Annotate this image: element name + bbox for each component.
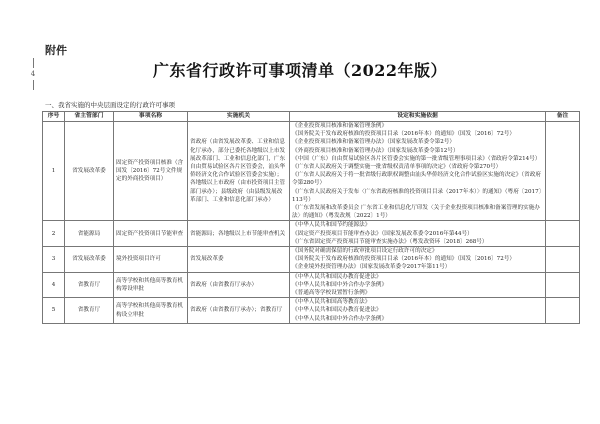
header-remark: 备注 <box>546 112 580 122</box>
header-item: 事项名称 <box>114 112 188 122</box>
cell-department: 省发展改革委 <box>65 247 114 273</box>
cell-basis <box>290 122 546 221</box>
cell-item: 固定资产投资项目核准（含国发〔2016〕72号文件规定的外商投资项目） <box>114 122 188 221</box>
cell-remark <box>546 247 580 273</box>
document-title: 广东省行政许可事项清单（2022年版） <box>152 61 448 80</box>
cell-authority: 省能源局；各地级以上市节能审查机关 <box>188 221 290 247</box>
header-basis: 设定和实施依据 <box>290 112 546 122</box>
cell-department: 省教育厅 <box>65 298 114 324</box>
basis-line: 《中华人民共和国中外合作办学条例》 <box>292 281 388 288</box>
cell-authority: 省政府（由省教育厅承办）；省教育厅 <box>188 298 290 324</box>
cell-item: 高等学校和其他高等教育机构筹设审批 <box>114 272 188 298</box>
header-department: 省主管部门 <box>65 112 114 122</box>
basis-line: 《中华人民共和国中外合作办学条例》 <box>292 315 388 322</box>
basis-line: 《广东省固定资产投资项目节能审查实施办法》（粤发改资环〔2018〕268号） <box>292 238 488 245</box>
basis-line: 《中华人民共和国高等教育法》 <box>292 299 371 306</box>
basis-line: 《广东省人民政府关于将一批省级行政职权调整由汕头华侨经济文化合作试验区实施的决定》（省政府令第280号） <box>292 172 541 187</box>
table-header-row <box>43 112 580 122</box>
cell-authority: 省发展改革委 <box>188 247 290 273</box>
permit-items-table <box>42 111 580 324</box>
basis-line: 《广东省人民政府关于调整实施一批省级权责清单事项的决定》（省政府令第270号） <box>292 164 502 171</box>
basis-line: 《外商投资项目核准和备案管理办法》（国家发展改革委令第12号） <box>292 147 459 154</box>
table-row <box>43 221 580 247</box>
cell-remark <box>546 122 580 221</box>
basis-line: 《广东省人民政府关于发布〈广东省政府核准的投资项目目录（2017年本）〉的通知》（粤府〔2017〕113号） <box>292 188 542 203</box>
cell-no: 5 <box>43 298 65 324</box>
cell-authority: 省政府（由省发展改革委、工业和信息化厅承办，部分已委托各地级以上市发展改革部门、工业和信息化部门，广东自由贸易试验区各片区管委会，汕头华侨经济文化合作试验区管委会实施）；各地级以上市政府（由市投资项目主管部门承办）；县级政府（由县级发展改革部门、工业和信息化部门承办） <box>188 122 290 221</box>
attachment-label: 附件 <box>45 44 67 57</box>
cell-item: 固定资产投资项目节能审查 <box>114 221 188 247</box>
section-heading: 一、我省实施的中央层面设定的行政许可事项 <box>45 101 175 109</box>
cell-basis <box>290 221 546 247</box>
basis-line: 《中华人民共和国民办教育促进法》 <box>292 273 382 280</box>
basis-line: 《中国（广东）自由贸易试验区各片区管委会实施的第一批省级管理事项目录》（省政府令第214号） <box>292 155 541 162</box>
cell-basis <box>290 272 546 298</box>
page-number: 4 <box>30 70 36 78</box>
cell-no: 1 <box>43 122 65 221</box>
basis-line: 《中华人民共和国节约能源法》 <box>292 222 371 229</box>
basis-line: 《普通高等学校设置暂行条例》 <box>292 290 371 297</box>
cell-basis <box>290 298 546 324</box>
cell-no: 2 <box>43 221 65 247</box>
basis-line: 《企业投资项目核准和备案管理条例》 <box>292 123 388 129</box>
cell-basis <box>290 247 546 273</box>
cell-department: 省能源局 <box>65 221 114 247</box>
cell-no: 4 <box>43 272 65 298</box>
basis-line: 《固定资产投资项目节能审查办法》（国家发展改革委令2016年第44号） <box>292 230 473 237</box>
divider <box>33 80 34 90</box>
cell-remark <box>546 272 580 298</box>
cell-department: 省教育厅 <box>65 272 114 298</box>
cell-remark <box>546 221 580 247</box>
basis-line: 《企业境外投资管理办法》（国家发展改革委令2017年第11号） <box>292 264 451 271</box>
cell-remark <box>546 298 580 324</box>
basis-line: 《企业投资项目核准和备案管理办法》（国家发展改革委令第2号） <box>292 139 455 146</box>
table-row <box>43 298 580 324</box>
header-no: 序号 <box>43 112 65 122</box>
table-row <box>43 272 580 298</box>
basis-line: 《中华人民共和国民办教育促进法》 <box>292 307 382 314</box>
cell-item: 高等学校和其他高等教育机构设立审批 <box>114 298 188 324</box>
basis-line: 《国务院对确需保留的行政审批项目设定行政许可的决定》 <box>292 248 438 255</box>
basis-line: 《国务院关于发布政府核准的投资项目目录（2016年本）的通知》（国发〔2016〕72号） <box>292 131 515 138</box>
cell-authority: 省政府（由省教育厅承办） <box>188 272 290 298</box>
cell-item: 境外投资项目许可 <box>114 247 188 273</box>
basis-line: 《广东省发展和改革委员会 广东省工业和信息化厅印发〈关于企业投资项目核准和备案管理的实施办法〉的通知》（粤发改规〔2022〕1号） <box>292 205 540 220</box>
table-row <box>43 122 580 221</box>
cell-no: 3 <box>43 247 65 273</box>
basis-line: 《国务院关于发布政府核准的投资项目目录（2016年本）的通知》（国发〔2016〕72号） <box>292 256 515 263</box>
header-authority: 实施机关 <box>188 112 290 122</box>
cell-department: 省发展改革委 <box>65 122 114 221</box>
table-row <box>43 247 580 273</box>
